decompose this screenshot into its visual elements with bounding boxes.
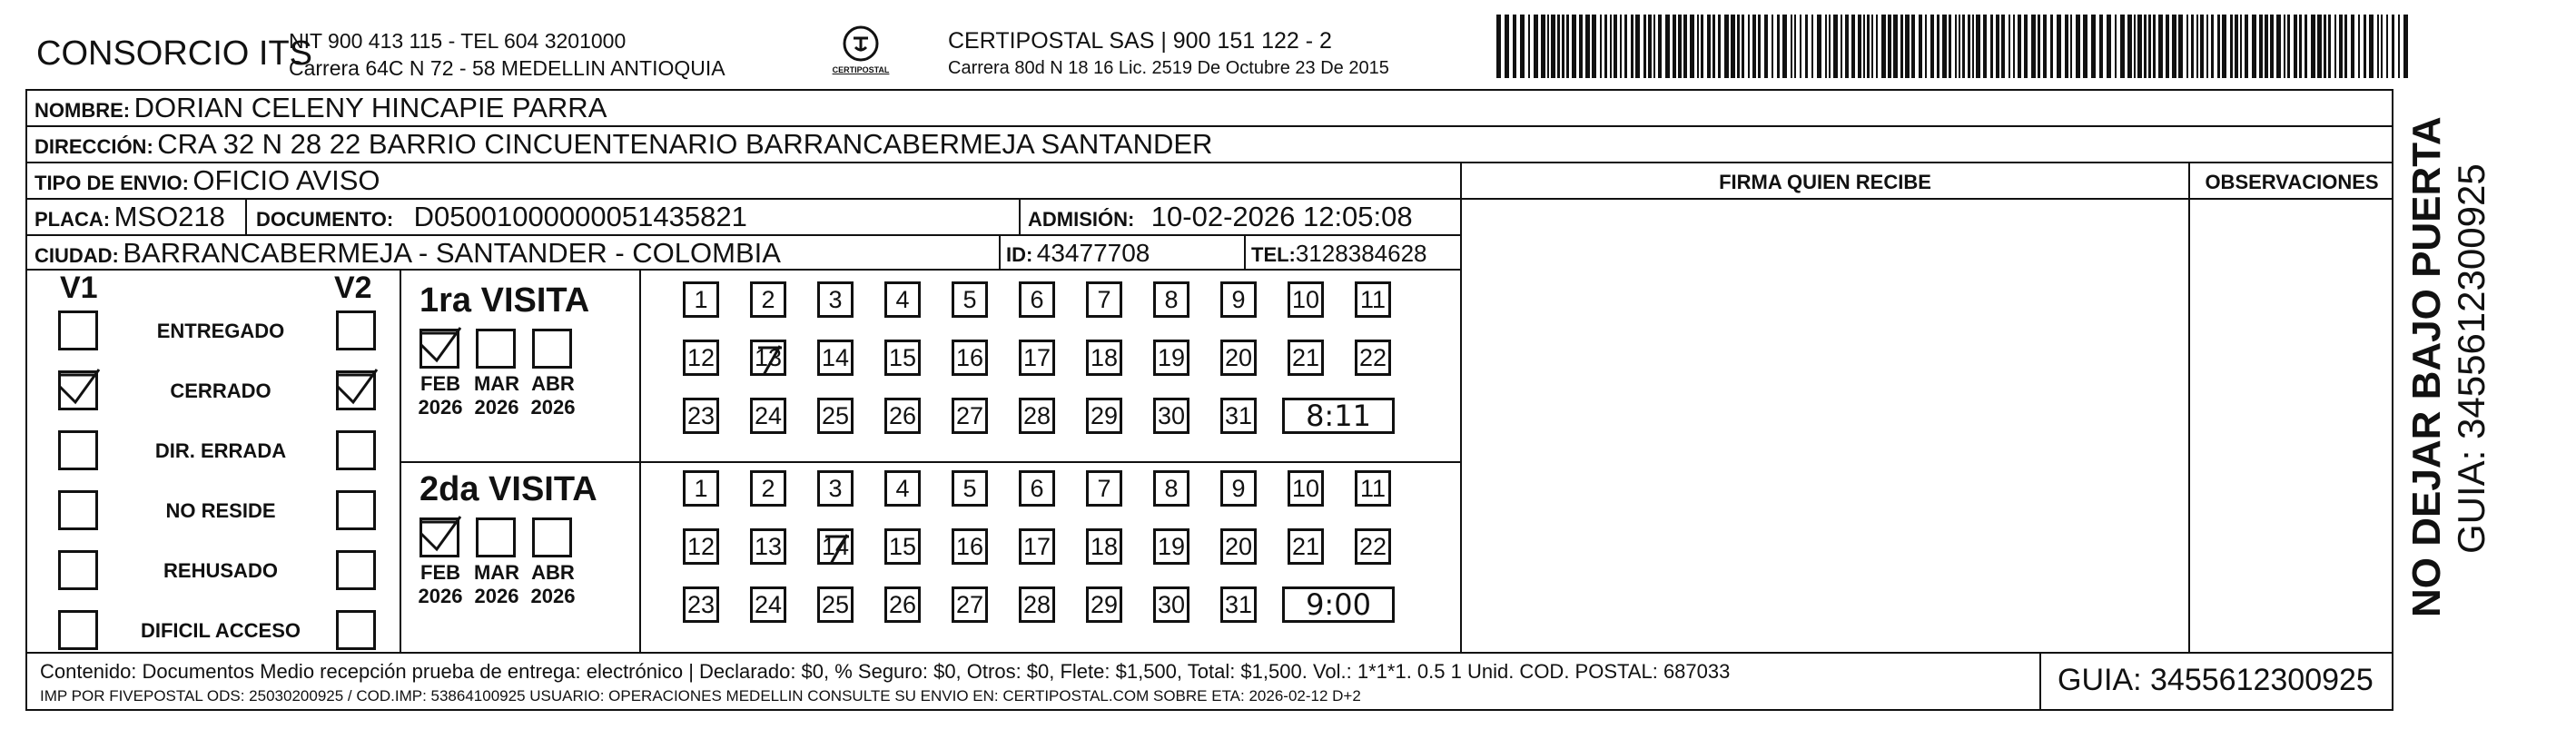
- barcode-bar: [1697, 15, 1699, 78]
- day-box[interactable]: 17: [1019, 528, 1055, 565]
- barcode-bar: [2369, 15, 2374, 78]
- day-box[interactable]: 26: [884, 586, 921, 623]
- day-box[interactable]: 11: [1355, 470, 1391, 507]
- imp-text: IMP POR FIVEPOSTAL ODS: 25030200925 / COD.IMP: 53864100925 USUARIO: OPERACIONES MEDELLIN CONSULTE SU ENVIO EN: CERTIPOSTAL.COM SOBRE ETA: 2026-02-12 D+2: [40, 687, 1361, 705]
- barcode-bar: [1547, 15, 1549, 78]
- barcode-bar: [2043, 15, 2047, 78]
- barcode-bar: [2158, 15, 2163, 78]
- barcode-bar: [2270, 15, 2274, 78]
- barcode-bar: [1643, 15, 1646, 78]
- day-box[interactable]: 24: [750, 398, 786, 434]
- barcode-bar: [1900, 15, 1903, 78]
- tipo-row: [35, 164, 380, 197]
- barcode-bar: [1851, 15, 1855, 78]
- day-box[interactable]: 28: [1019, 398, 1055, 434]
- month-checkbox[interactable]: [419, 517, 459, 557]
- day-box[interactable]: 27: [952, 586, 988, 623]
- day-box[interactable]: 3: [817, 470, 854, 507]
- barcode-bar: [1833, 15, 1838, 78]
- day-box[interactable]: 6: [1019, 470, 1055, 507]
- barcode-bar: [1937, 15, 1939, 78]
- month-checkbox[interactable]: [532, 517, 572, 557]
- barcode-bar: [2178, 15, 2183, 78]
- barcode-bar: [1752, 15, 1756, 78]
- barcode-bar: [2115, 15, 2117, 78]
- barcode-bar: [2284, 15, 2285, 78]
- barcode-bar: [2265, 15, 2268, 78]
- barcode-bar: [2276, 15, 2281, 78]
- month-label: ABR 2026: [530, 561, 576, 607]
- day-box[interactable]: 5: [952, 281, 988, 318]
- direccion-label: DIRECCIÓN:: [35, 135, 153, 158]
- barcode-bar: [2398, 15, 2400, 78]
- barcode-bar: [1976, 15, 1980, 78]
- day-box[interactable]: 31: [1220, 398, 1257, 434]
- barcode-bar: [1942, 15, 1947, 78]
- nombre-label: NOMBRE:: [35, 99, 131, 122]
- barcode-bar: [2403, 15, 2408, 78]
- day-box[interactable]: 26: [884, 398, 921, 434]
- v2-checkbox[interactable]: [336, 370, 376, 410]
- barcode-bar: [2200, 15, 2204, 78]
- barcode-bar: [2252, 15, 2256, 78]
- barcode-bar: [2076, 15, 2080, 78]
- barcode-bar: [1742, 15, 1744, 78]
- day-box[interactable]: 3: [817, 281, 854, 318]
- barcode-bar: [1610, 15, 1612, 78]
- barcode-bar: [1572, 15, 1576, 78]
- day-box[interactable]: 13: [750, 528, 786, 565]
- barcode-bar: [2386, 15, 2388, 78]
- day-box[interactable]: 13: [750, 340, 786, 376]
- day-box[interactable]: 12: [683, 340, 719, 376]
- barcode-bar: [2018, 15, 2021, 78]
- barcode-bar: [2038, 15, 2040, 78]
- day-box[interactable]: 29: [1086, 586, 1122, 623]
- barcode-bar: [2344, 15, 2347, 78]
- barcode-bar: [1496, 15, 1501, 78]
- documento-label: DOCUMENTO:: [256, 208, 394, 231]
- day-box[interactable]: 8: [1153, 470, 1189, 507]
- barcode-bar: [1858, 15, 1861, 78]
- barcode-bar: [1764, 15, 1768, 78]
- company-address: Carrera 64C N 72 - 58 MEDELLIN ANTIOQUIA: [289, 56, 725, 80]
- barcode-bar: [1678, 15, 1682, 78]
- tel-value: 3128384628: [1295, 240, 1427, 267]
- barcode-bar: [1777, 15, 1780, 78]
- day-box[interactable]: 9: [1220, 281, 1257, 318]
- day-box[interactable]: 20: [1220, 528, 1257, 565]
- day-box[interactable]: 27: [952, 398, 988, 434]
- footer-guia: GUIA: 3455612300925: [2058, 663, 2374, 697]
- barcode-bar: [2245, 15, 2248, 78]
- id-label: ID:: [1006, 243, 1033, 266]
- barcode-bar: [2206, 15, 2208, 78]
- logo-caption: CERTIPOSTAL: [832, 65, 890, 74]
- barcode-bar: [2358, 15, 2360, 78]
- barcode-bar: [2305, 15, 2307, 78]
- barcode-bar: [2364, 15, 2366, 78]
- day-box[interactable]: 22: [1355, 528, 1391, 565]
- barcode-bar: [1683, 15, 1687, 78]
- barcode-bar: [1990, 15, 1993, 78]
- visit1-title: 1ra VISITA: [419, 281, 590, 320]
- barcode-bar: [1566, 15, 1569, 78]
- barcode-bar: [2001, 15, 2005, 78]
- barcode-bar: [2317, 15, 2322, 78]
- month-label: FEB 2026: [418, 561, 463, 607]
- day-box[interactable]: 4: [884, 470, 921, 507]
- barcode-bar: [2127, 15, 2132, 78]
- barcode-bar: [2230, 15, 2233, 78]
- v2-checkbox[interactable]: [336, 310, 376, 350]
- day-box[interactable]: 11: [1355, 281, 1391, 318]
- barcode-bar: [1919, 15, 1922, 78]
- barcode-bar: [2381, 15, 2383, 78]
- barcode-bar: [1562, 15, 1564, 78]
- v1-checkbox[interactable]: [58, 610, 98, 650]
- barcode-bar: [1782, 15, 1787, 78]
- barcode-bar: [2287, 15, 2290, 78]
- contenido-text: Contenido: Documentos Medio recepción prueba de entrega: electrónico | Declarado: $0, % Seguro: $0, Otros: $0, Flete: $1,500, Total: $1,500. Vol.: 1*1*1. 0.5 1 Unid. COD. POSTAL: 687033: [40, 660, 1731, 683]
- barcode-bar: [2240, 15, 2242, 78]
- admision-value: 10-02-2026 12:05:08: [1150, 201, 1413, 232]
- nombre-row: [35, 92, 607, 124]
- barcode-bar: [2211, 15, 2214, 78]
- barcode-bar: [1701, 15, 1703, 78]
- barcode-bar: [1791, 15, 1792, 78]
- barcode-bar: [2259, 15, 2263, 78]
- carrier-line: CERTIPOSTAL SAS | 900 151 122 - 2: [948, 28, 1332, 54]
- day-box[interactable]: 5: [952, 470, 988, 507]
- day-box[interactable]: 18: [1086, 528, 1122, 565]
- barcode-bar: [2299, 15, 2302, 78]
- ciudad-cell: [35, 237, 781, 270]
- v2-checkbox[interactable]: [336, 430, 376, 470]
- barcode-bar: [1962, 15, 1965, 78]
- barcode-bar: [1712, 15, 1715, 78]
- v2-checkbox[interactable]: [336, 610, 376, 650]
- tel-cell: [1251, 240, 1427, 268]
- tipo-value: OFICIO AVISO: [192, 164, 380, 196]
- day-box[interactable]: 28: [1019, 586, 1055, 623]
- state-label: DIR. ERRADA: [154, 439, 287, 462]
- v2-checkbox[interactable]: [336, 490, 376, 530]
- barcode-bar: [1724, 15, 1729, 78]
- day-box[interactable]: 7: [1086, 281, 1122, 318]
- barcode-bar: [1665, 15, 1670, 78]
- barcode-bar: [2311, 15, 2315, 78]
- barcode-bar: [1731, 15, 1735, 78]
- barcode-bar: [1614, 15, 1617, 78]
- barcode-bar: [2186, 15, 2188, 78]
- v1-header: V1: [60, 271, 98, 305]
- day-box[interactable]: 16: [952, 340, 988, 376]
- barcode-bar: [1845, 15, 1849, 78]
- day-box[interactable]: 14: [817, 340, 854, 376]
- carrier-address: Carrera 80d N 18 16 Lic. 2519 De Octubre 23 De 2015: [948, 58, 1389, 78]
- company-name: CONSORCIO ITS: [36, 34, 313, 73]
- day-box[interactable]: 21: [1288, 528, 1324, 565]
- day-box[interactable]: 6: [1019, 281, 1055, 318]
- barcode-bar: [2120, 15, 2125, 78]
- month-label: MAR 2026: [473, 372, 520, 419]
- day-box[interactable]: 23: [683, 398, 719, 434]
- barcode-bar: [2024, 15, 2028, 78]
- barcode-bar: [1592, 15, 1596, 78]
- barcode-bar: [1996, 15, 1999, 78]
- barcode-bar: [1955, 15, 1957, 78]
- barcode-bar: [1876, 15, 1878, 78]
- barcode-bar: [1513, 15, 1516, 78]
- day-box[interactable]: 18: [1086, 340, 1122, 376]
- day-box[interactable]: 2: [750, 281, 786, 318]
- state-label: REHUSADO: [163, 559, 278, 582]
- nombre-value: DORIAN CELENY HINCAPIE PARRA: [133, 92, 607, 123]
- barcode-bar: [1758, 15, 1761, 78]
- month-label: ABR 2026: [530, 372, 576, 419]
- barcode-bar: [1585, 15, 1590, 78]
- barcode-bar: [2328, 15, 2331, 78]
- barcode-bar: [1690, 15, 1694, 78]
- barcode-bar: [1811, 15, 1813, 78]
- barcode-bar: [2070, 15, 2072, 78]
- barcode-bar: [1631, 15, 1633, 78]
- day-box[interactable]: 22: [1355, 340, 1391, 376]
- barcode-bar: [1829, 15, 1831, 78]
- month-label: MAR 2026: [473, 561, 520, 607]
- barcode: [1496, 15, 2413, 78]
- barcode-bar: [1653, 15, 1655, 78]
- barcode-bar: [2107, 15, 2111, 78]
- admision-label: ADMISIÓN:: [1028, 208, 1135, 231]
- barcode-bar: [2191, 15, 2194, 78]
- id-cell: [1006, 239, 1150, 268]
- barcode-bar: [1871, 15, 1873, 78]
- barcode-bar: [2392, 15, 2394, 78]
- barcode-bar: [1867, 15, 1870, 78]
- state-label: CERRADO: [170, 379, 271, 402]
- barcode-bar: [1707, 15, 1711, 78]
- day-box[interactable]: 1: [683, 281, 719, 318]
- day-box[interactable]: 15: [884, 340, 921, 376]
- barcode-bar: [1579, 15, 1583, 78]
- barcode-bar: [1863, 15, 1865, 78]
- barcode-bar: [2339, 15, 2343, 78]
- nit-line: NIT 900 413 115 - TEL 604 3201000: [289, 29, 627, 53]
- v1-checkbox[interactable]: [58, 310, 98, 350]
- barcode-bar: [2196, 15, 2198, 78]
- day-box[interactable]: 20: [1220, 340, 1257, 376]
- state-label: DIFICIL ACCESO: [140, 619, 301, 642]
- side-warning: NO DEJAR BAJO PUERTA: [2404, 116, 2449, 617]
- barcode-bar: [1541, 15, 1545, 78]
- day-box[interactable]: 10: [1288, 470, 1324, 507]
- barcode-bar: [1600, 15, 1602, 78]
- barcode-bar: [1805, 15, 1808, 78]
- barcode-bar: [1841, 15, 1842, 78]
- barcode-bar: [2217, 15, 2220, 78]
- carrier-info: [948, 27, 1389, 82]
- barcode-bar: [2013, 15, 2015, 78]
- barcode-bar: [2008, 15, 2010, 78]
- month-checkbox[interactable]: [419, 329, 459, 369]
- v1-checkbox[interactable]: [58, 370, 98, 410]
- day-box[interactable]: 14: [817, 528, 854, 565]
- barcode-bar: [2134, 15, 2136, 78]
- barcode-bar: [1620, 15, 1622, 78]
- barcode-bar: [1881, 15, 1886, 78]
- barcode-bar: [1825, 15, 1827, 78]
- v1-checkbox[interactable]: [58, 490, 98, 530]
- barcode-bar: [1968, 15, 1970, 78]
- barcode-bar: [1557, 15, 1560, 78]
- barcode-bar: [1673, 15, 1676, 78]
- visit-time-box[interactable]: 9:00: [1282, 586, 1395, 623]
- day-box[interactable]: 4: [884, 281, 921, 318]
- month-checkbox[interactable]: [476, 329, 516, 369]
- day-box[interactable]: 2: [750, 470, 786, 507]
- barcode-bar: [1794, 15, 1796, 78]
- visit-time-box[interactable]: 8:11: [1282, 398, 1395, 434]
- day-box[interactable]: 25: [817, 586, 854, 623]
- day-box[interactable]: 9: [1220, 470, 1257, 507]
- v2-checkbox[interactable]: [336, 550, 376, 590]
- day-box[interactable]: 17: [1019, 340, 1055, 376]
- barcode-bar: [1905, 15, 1910, 78]
- barcode-bar: [2083, 15, 2087, 78]
- barcode-bar: [2294, 15, 2297, 78]
- barcode-bar: [1800, 15, 1801, 78]
- company-contact: [289, 27, 725, 82]
- direccion-value: CRA 32 N 28 22 BARRIO CINCUENTENARIO BARRANCABERMEJA SANTANDER: [157, 128, 1213, 160]
- placa-cell: [35, 201, 225, 233]
- barcode-bar: [1505, 15, 1509, 78]
- month-checkbox[interactable]: [532, 329, 572, 369]
- observaciones-header: OBSERVACIONES: [2205, 171, 2379, 193]
- barcode-bar: [2099, 15, 2103, 78]
- barcode-bar: [1972, 15, 1974, 78]
- barcode-bar: [1930, 15, 1934, 78]
- barcode-bar: [2222, 15, 2226, 78]
- barcode-bar: [1949, 15, 1951, 78]
- ciudad-label: CIUDAD:: [35, 244, 119, 267]
- barcode-bar: [1635, 15, 1640, 78]
- day-box[interactable]: 30: [1153, 586, 1189, 623]
- barcode-bar: [2153, 15, 2156, 78]
- day-box[interactable]: 7: [1086, 470, 1122, 507]
- barcode-bar: [1534, 15, 1538, 78]
- documento-value: D05001000000051435821: [413, 201, 747, 232]
- barcode-bar: [1737, 15, 1740, 78]
- barcode-bar: [1911, 15, 1915, 78]
- day-box[interactable]: 25: [817, 398, 854, 434]
- visit2-title: 2da VISITA: [419, 470, 597, 508]
- day-box[interactable]: 31: [1220, 586, 1257, 623]
- barcode-bar: [1817, 15, 1821, 78]
- admision-cell: [1028, 201, 1413, 233]
- day-box[interactable]: 30: [1153, 398, 1189, 434]
- barcode-bar: [1520, 15, 1525, 78]
- month-checkbox[interactable]: [476, 517, 516, 557]
- barcode-bar: [1624, 15, 1627, 78]
- barcode-bar: [2091, 15, 2096, 78]
- barcode-bar: [2235, 15, 2238, 78]
- barcode-bar: [1658, 15, 1662, 78]
- barcode-bar: [2172, 15, 2176, 78]
- documento-cell: [256, 201, 747, 233]
- barcode-bar: [1983, 15, 1987, 78]
- barcode-bar: [2065, 15, 2068, 78]
- day-box[interactable]: 1: [683, 470, 719, 507]
- day-box[interactable]: 8: [1153, 281, 1189, 318]
- tel-label: TEL:: [1251, 243, 1296, 266]
- state-label: NO RESIDE: [165, 499, 276, 522]
- v1-checkbox[interactable]: [58, 550, 98, 590]
- barcode-bar: [2148, 15, 2151, 78]
- day-box[interactable]: 12: [683, 528, 719, 565]
- placa-value: MSO218: [114, 201, 225, 232]
- day-box[interactable]: 19: [1153, 340, 1189, 376]
- placa-label: PLACA:: [35, 208, 111, 231]
- day-box[interactable]: 19: [1153, 528, 1189, 565]
- day-box[interactable]: 24: [750, 586, 786, 623]
- barcode-bar: [1959, 15, 1960, 78]
- barcode-bar: [2166, 15, 2169, 78]
- barcode-bar: [2351, 15, 2354, 78]
- day-box[interactable]: 16: [952, 528, 988, 565]
- day-box[interactable]: 21: [1288, 340, 1324, 376]
- ciudad-value: BARRANCABERMEJA - SANTANDER - COLOMBIA: [123, 237, 781, 269]
- firma-header: FIRMA QUIEN RECIBE: [1719, 171, 1931, 193]
- barcode-bar: [1648, 15, 1652, 78]
- id-value: 43477708: [1036, 239, 1150, 267]
- v1-checkbox[interactable]: [58, 430, 98, 470]
- barcode-bar: [2057, 15, 2061, 78]
- barcode-bar: [2324, 15, 2326, 78]
- state-label: ENTREGADO: [156, 320, 285, 342]
- month-label: FEB 2026: [418, 372, 463, 419]
- barcode-bar: [1528, 15, 1530, 78]
- barcode-bar: [1604, 15, 1607, 78]
- day-box[interactable]: 29: [1086, 398, 1122, 434]
- certipostal-logo: [828, 20, 893, 85]
- barcode-bar: [1772, 15, 1773, 78]
- v2-header: V2: [334, 271, 372, 305]
- day-box[interactable]: 23: [683, 586, 719, 623]
- barcode-bar: [1718, 15, 1721, 78]
- barcode-bar: [2144, 15, 2147, 78]
- barcode-bar: [2377, 15, 2379, 78]
- barcode-bar: [1888, 15, 1891, 78]
- barcode-bar: [2334, 15, 2336, 78]
- day-box[interactable]: 10: [1288, 281, 1324, 318]
- direccion-row: [35, 128, 1212, 161]
- barcode-bar: [2050, 15, 2053, 78]
- barcode-bar: [2137, 15, 2142, 78]
- barcode-bar: [1925, 15, 1927, 78]
- side-guia: GUIA: 3455612300925: [2450, 163, 2492, 554]
- barcode-bar: [2031, 15, 2036, 78]
- day-box[interactable]: 15: [884, 528, 921, 565]
- barcode-bar: [1748, 15, 1750, 78]
- barcode-bar: [1893, 15, 1898, 78]
- barcode-bar: [1551, 15, 1555, 78]
- tipo-label: TIPO DE ENVIO:: [35, 172, 189, 194]
